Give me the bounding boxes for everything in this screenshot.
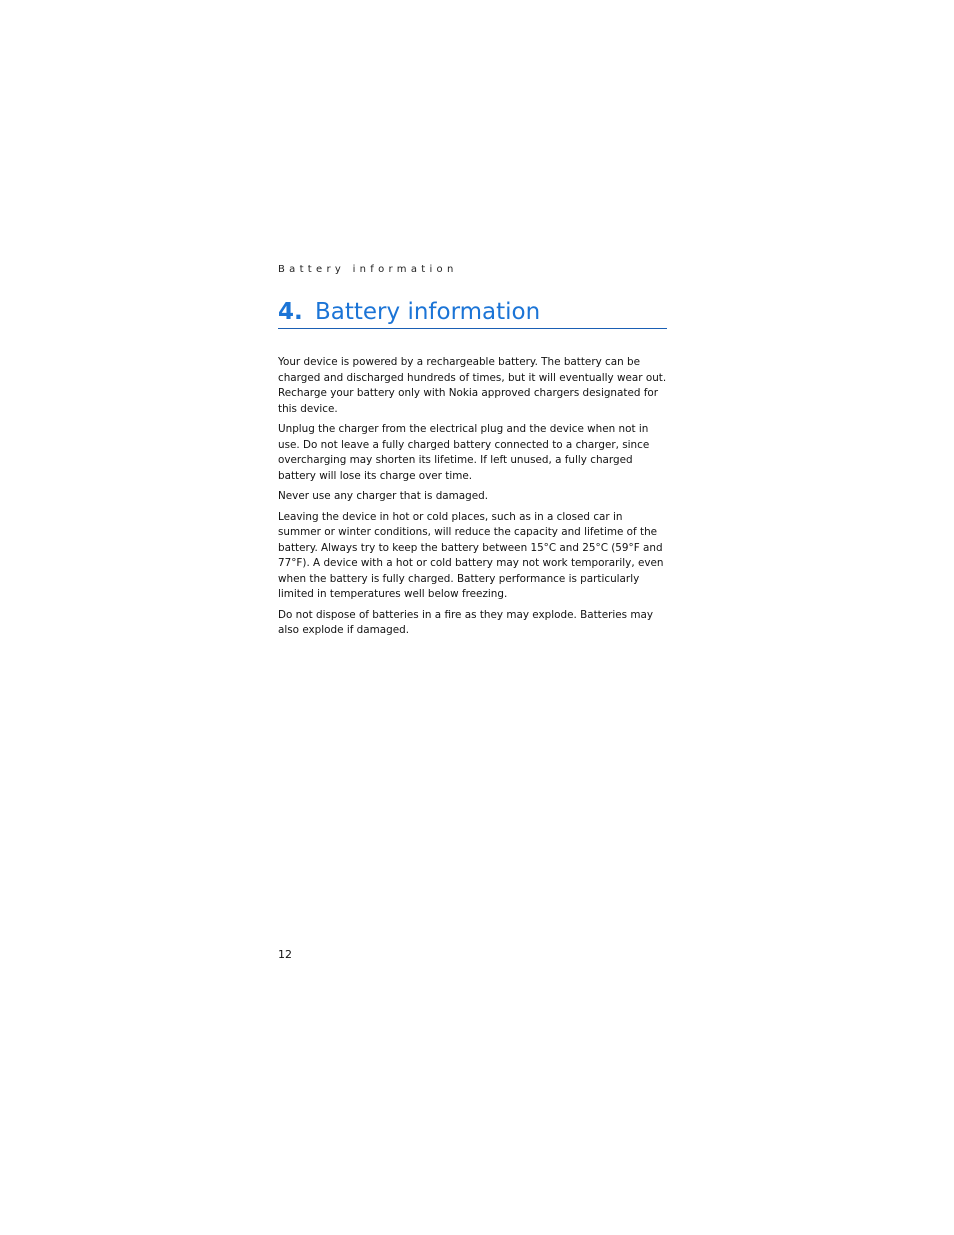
chapter-number: 4. [278,299,303,325]
paragraph-disposal: Do not dispose of batteries in a fire as they may explode. Batteries may also explode if damaged. [278,608,654,636]
chapter-heading [278,296,667,329]
chapter-title: Battery information [315,299,541,325]
running-header: Battery information [278,264,458,275]
paragraph-temperature: Leaving the device in hot or cold places, such as in a closed car in summer or winter conditions, will reduce the capacity and lifetime of the battery. Always try to keep the battery between 15°C and 25°C (59°F and 77°F). A device with a hot or cold battery may not work temporarily, even when the battery is fully charged. Battery performance is particularly limited in temperatures well below freezing. [278,510,664,600]
page-number: 12 [278,948,292,961]
body-text [278,355,668,644]
paragraph-recharge: Your device is powered by a rechargeable battery. The battery can be charged and discharged hundreds of times, but it will eventually wear out. Recharge your battery only with Nokia approved chargers designated for this device. [278,356,667,415]
paragraph-unplug: Unplug the charger from the electrical plug and the device when not in use. Do not leave a fully charged battery connected to a charger, since overcharging may shorten its lifetime. If left unused, a fully charged battery will lose its charge over time. [278,423,650,482]
paragraph-damaged-charger: Never use any charger that is damaged. [278,490,489,502]
